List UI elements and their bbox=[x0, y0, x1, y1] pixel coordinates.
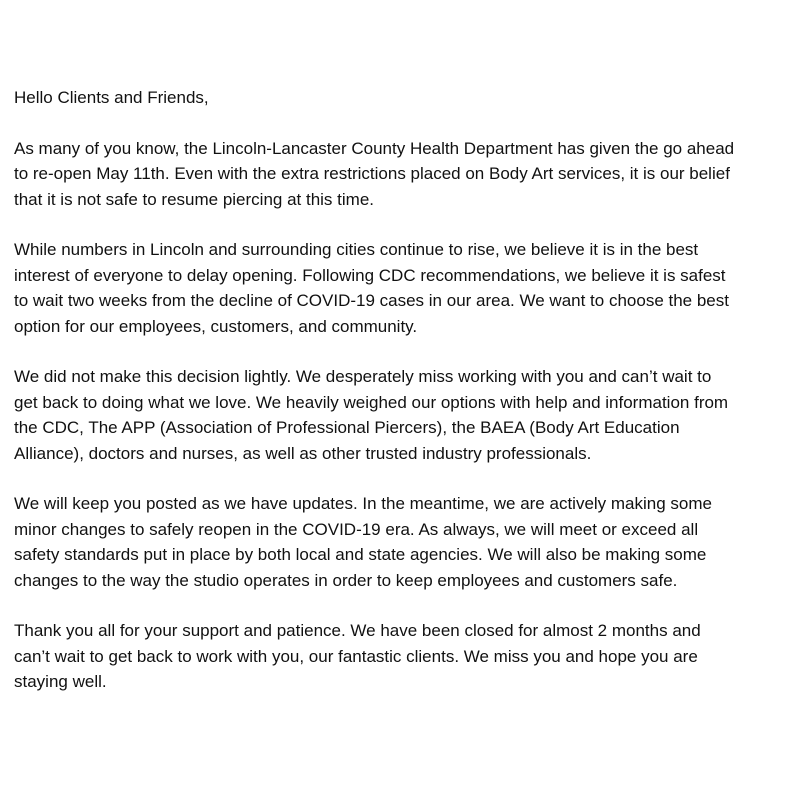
paragraph-line: While numbers in Lincoln and surrounding cities continue to rise, we believe it is in the best bbox=[14, 240, 699, 260]
paragraph-line: minor changes to safely reopen in the COVID-19 era. As always, we will meet or exceed all bbox=[14, 519, 699, 539]
paragraph-line: get back to doing what we love. We heavily weighed our options with help and information from bbox=[14, 392, 729, 412]
greeting-line: Hello Clients and Friends, bbox=[14, 88, 209, 107]
paragraph-line: option for our employees, customers, and community. bbox=[14, 316, 418, 336]
paragraph-line: the CDC, The APP (Association of Professional Piercers), the BAEA (Body Art Education bbox=[14, 418, 680, 438]
paragraph-line: changes to the way the studio operates in order to keep employees and customers safe. bbox=[14, 570, 678, 590]
paragraph-line: to re-open May 11th. Even with the extra restrictions placed on Body Art services, it is our belief bbox=[14, 164, 730, 184]
letter-document bbox=[14, 85, 802, 720]
paragraph-line: We did not make this decision lightly. We desperately miss working with you and can’t wait to bbox=[14, 367, 712, 387]
paragraph-line: that it is not safe to resume piercing at this time. bbox=[14, 189, 374, 209]
paragraph-line: Thank you all for your support and patience. We have been closed for almost 2 months and bbox=[14, 621, 701, 641]
paragraph-line: can’t wait to get back to work with you, our fantastic clients. We miss you and hope you are bbox=[14, 646, 698, 666]
letter-paragraph-2 bbox=[14, 237, 802, 339]
paragraph-line: interest of everyone to delay opening. Following CDC recommendations, we believe it is safest bbox=[14, 265, 726, 285]
paragraph-line: to wait two weeks from the decline of COVID-19 cases in our area. We want to choose the best bbox=[14, 291, 729, 311]
letter-paragraph-3 bbox=[14, 364, 802, 466]
letter-paragraph-1 bbox=[14, 136, 802, 212]
paragraph-line: We will keep you posted as we have updates. In the meantime, we are actively making some bbox=[14, 494, 712, 514]
paragraph-line: Alliance), doctors and nurses, as well as other trusted industry professionals. bbox=[14, 443, 592, 463]
paragraph-line: staying well. bbox=[14, 672, 107, 692]
letter-paragraph-4 bbox=[14, 491, 802, 593]
letter-paragraph-5 bbox=[14, 618, 802, 694]
paragraph-line: As many of you know, the Lincoln-Lancaster County Health Department has given the go ahead bbox=[14, 138, 735, 158]
paragraph-line: safety standards put in place by both local and state agencies. We will also be making some bbox=[14, 545, 707, 565]
letter-greeting bbox=[14, 85, 802, 110]
